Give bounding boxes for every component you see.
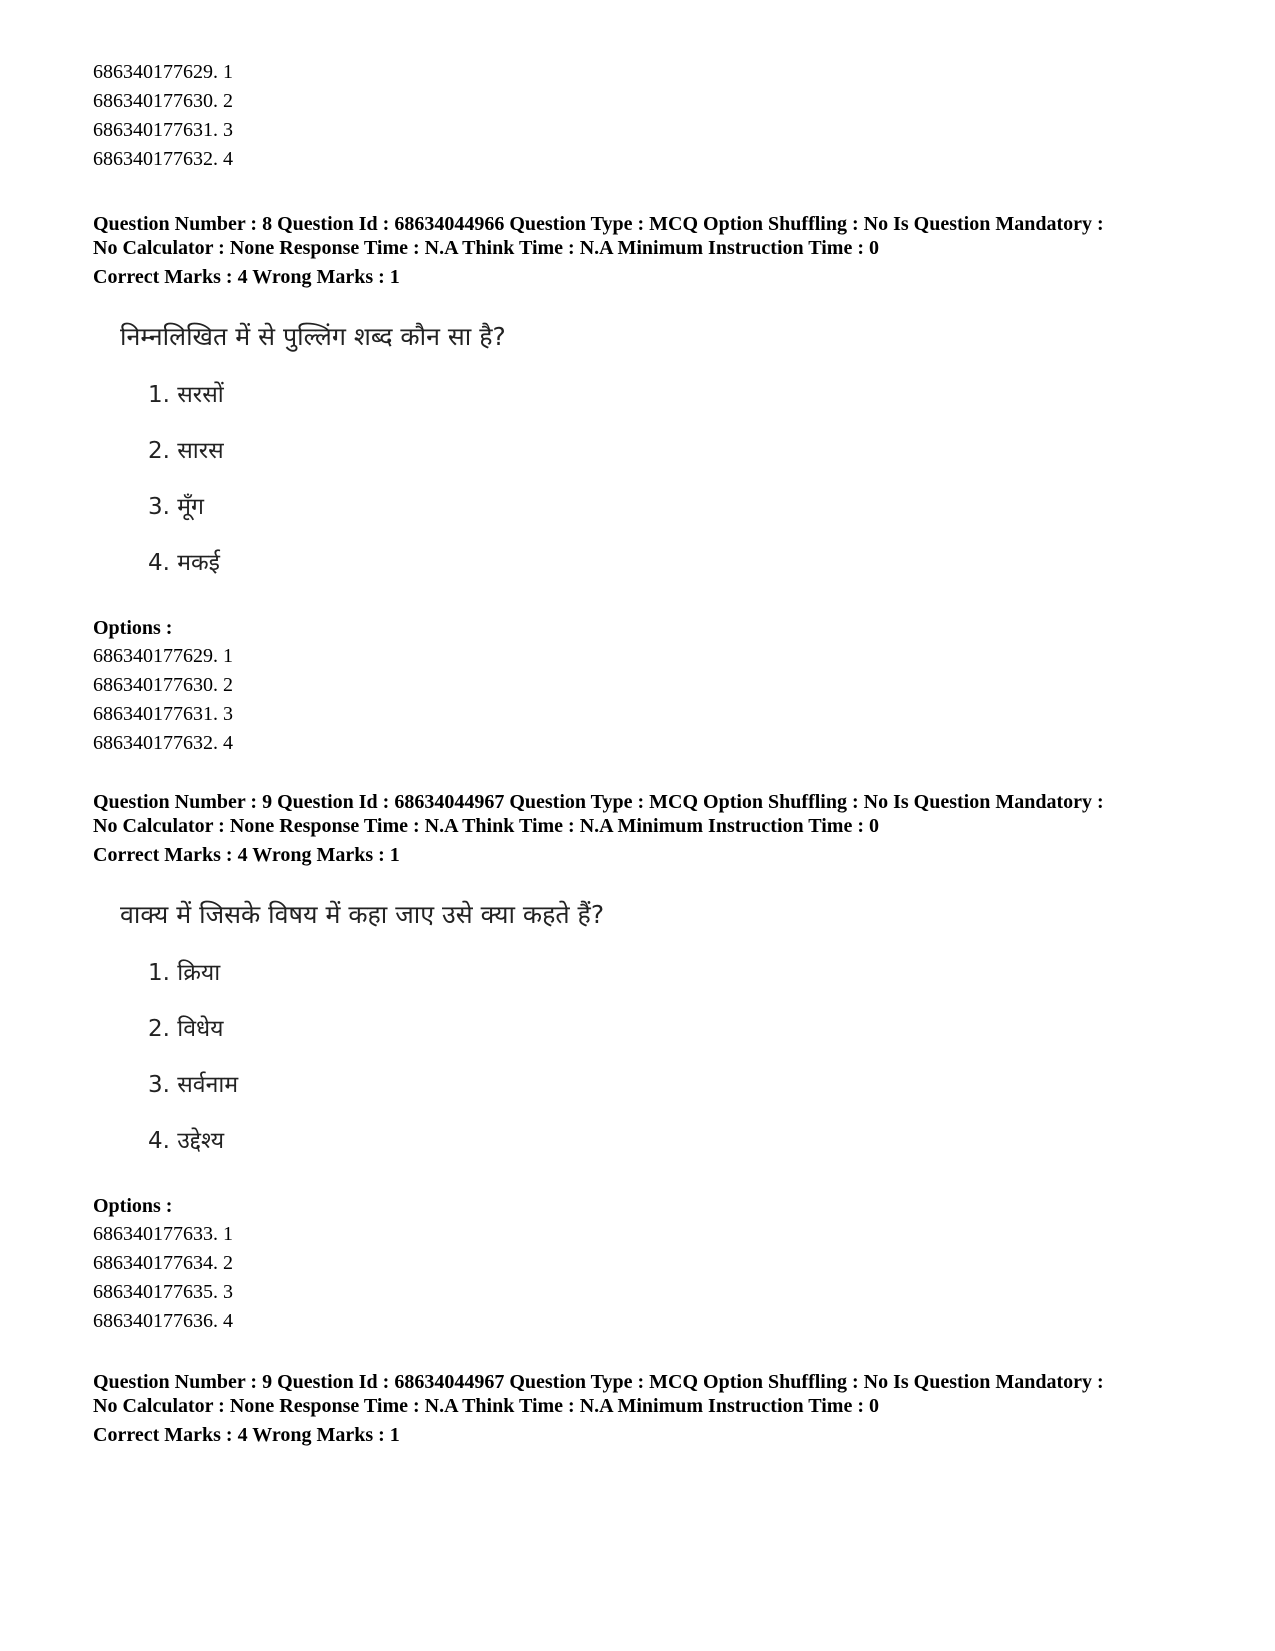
question-choice: 4. मकई	[148, 550, 220, 576]
option-entry: 686340177631. 3	[93, 703, 233, 725]
option-entry: 686340177633. 1	[93, 1223, 233, 1245]
question-choice: 1. क्रिया	[148, 960, 221, 986]
question-9-body	[120, 898, 820, 1156]
question-meta-line2: No Calculator : None Response Time : N.A Think Time : N.A Minimum Instruction Time : 0	[93, 237, 879, 259]
option-entry: 686340177636. 4	[93, 1310, 233, 1332]
question-choice: 1. सरसों	[148, 382, 224, 408]
question-choice: 2. विधेय	[148, 1016, 224, 1042]
question-marks: Correct Marks : 4 Wrong Marks : 1	[93, 1424, 400, 1446]
question-choice: 2. सारस	[148, 438, 224, 464]
question-meta-line1: Question Number : 9 Question Id : 68634044967 Question Type : MCQ Option Shuffling : No Is Question Mandatory :	[93, 791, 1104, 813]
question-marks: Correct Marks : 4 Wrong Marks : 1	[93, 266, 400, 288]
question-choice: 3. सर्वनाम	[148, 1072, 239, 1098]
top-options-list	[93, 58, 1193, 174]
question-choice: 4. उद्देश्य	[148, 1128, 225, 1154]
question-8-body	[120, 320, 820, 578]
question-choice: 3. मूँग	[148, 494, 204, 520]
option-entry: 686340177629. 1	[93, 61, 233, 83]
question-meta-line2: No Calculator : None Response Time : N.A Think Time : N.A Minimum Instruction Time : 0	[93, 815, 879, 837]
question-8-header	[93, 212, 1193, 289]
question-8-options	[93, 614, 1193, 758]
question-meta-line1: Question Number : 9 Question Id : 68634044967 Question Type : MCQ Option Shuffling : No Is Question Mandatory :	[93, 1371, 1104, 1393]
option-entry: 686340177635. 3	[93, 1281, 233, 1303]
question-meta-line1: Question Number : 8 Question Id : 68634044966 Question Type : MCQ Option Shuffling : No Is Question Mandatory :	[93, 213, 1104, 235]
option-entry: 686340177630. 2	[93, 90, 233, 112]
options-label: Options :	[93, 617, 173, 639]
question-9-repeat-header	[93, 1370, 1193, 1447]
question-9-header	[93, 790, 1193, 867]
option-entry: 686340177631. 3	[93, 119, 233, 141]
question-meta-line2: No Calculator : None Response Time : N.A Think Time : N.A Minimum Instruction Time : 0	[93, 1395, 879, 1417]
options-label: Options :	[93, 1195, 173, 1217]
option-entry: 686340177630. 2	[93, 674, 233, 696]
question-text: वाक्य में जिसके विषय में कहा जाए उसे क्या कहते हैं?	[120, 900, 605, 929]
option-entry: 686340177629. 1	[93, 645, 233, 667]
question-marks: Correct Marks : 4 Wrong Marks : 1	[93, 844, 400, 866]
question-9-options	[93, 1192, 1193, 1336]
option-entry: 686340177632. 4	[93, 732, 233, 754]
option-entry: 686340177634. 2	[93, 1252, 233, 1274]
option-entry: 686340177632. 4	[93, 148, 233, 170]
question-text: निम्नलिखित में से पुल्लिंग शब्द कौन सा है?	[120, 322, 506, 351]
